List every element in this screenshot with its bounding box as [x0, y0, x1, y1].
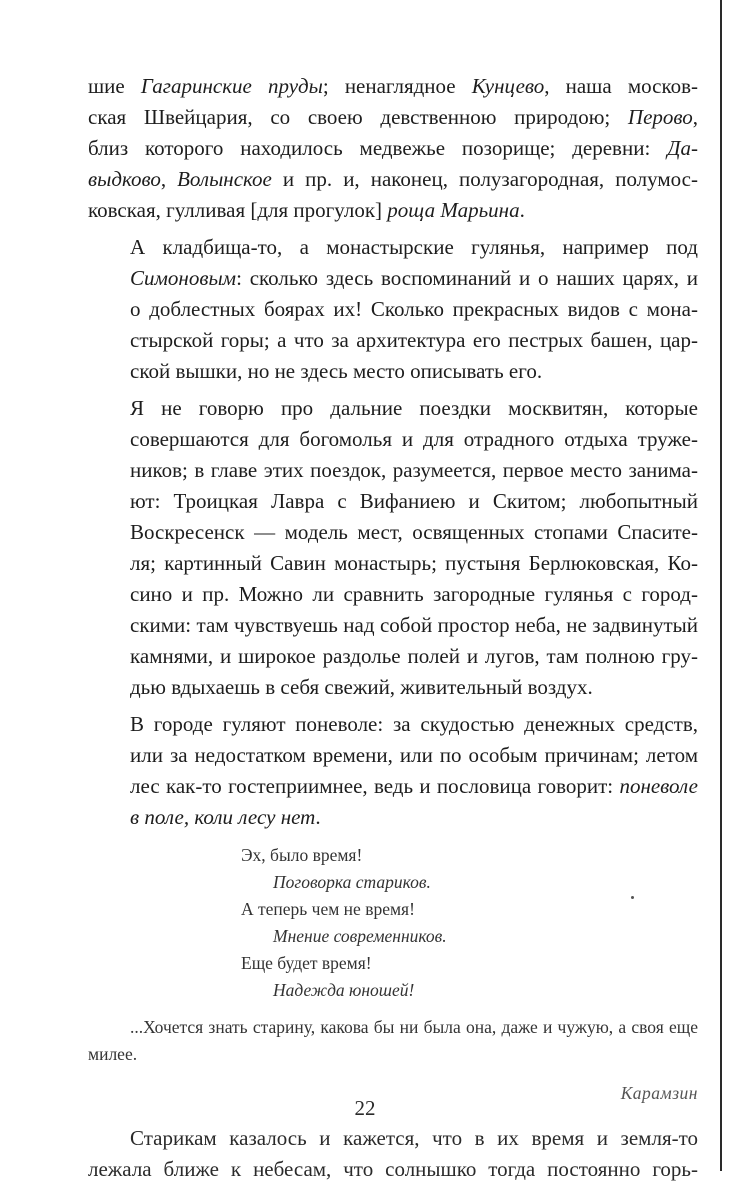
text-line — [88, 455, 698, 486]
verse-gloss-line: Поговорка стариков. — [273, 872, 431, 892]
text-line — [88, 393, 698, 424]
text-segment: , наша москов- — [544, 74, 698, 98]
page-text — [88, 71, 698, 1185]
text-segment: совершаются для богомолья и для отрадного отдыха труже- — [130, 427, 698, 451]
text-segment: , — [692, 105, 698, 129]
text-segment: стырской горы; а что за архитектура его пестрых башен, цар- — [130, 328, 698, 352]
text-line — [88, 424, 698, 455]
text-segment: . — [315, 805, 321, 829]
text-line — [88, 356, 698, 387]
text-segment: ля; картинный Савин монастырь; пустыня Берлюковская, Ко- — [130, 551, 698, 575]
text-segment: : сколько здесь воспоминаний и о наших царях, и — [236, 266, 698, 290]
prose-paragraphs — [88, 71, 698, 833]
text-segment: или за недостатком времени, или по особым причинам; летом — [130, 743, 698, 767]
page-number: 22 — [354, 1096, 376, 1120]
text-segment: лес как-то гостеприимнее, ведь и пословица говорит: — [130, 774, 620, 798]
text-segment: камнями, и широкое раздолье полей и лугов, там полною гру- — [130, 644, 698, 668]
text-segment: шие — [88, 74, 141, 98]
italic-text: роща Марьина — [387, 198, 520, 222]
text-segment: сино и пр. Можно ли сравнить загородные гулянья с город- — [130, 582, 698, 606]
text-line — [88, 232, 698, 263]
text-segment: ской вышки, но не здесь место описывать его. — [130, 359, 543, 383]
text-segment: близ которого находилось медвежье позорище; деревни: — [88, 136, 668, 160]
text-segment: ников; в главе этих поездок, разумеется, первое место занима- — [130, 458, 698, 482]
italic-text: выдково — [88, 167, 161, 191]
verse-line: А теперь чем не время! — [241, 899, 415, 919]
text-line — [88, 610, 698, 641]
text-segment: , — [160, 167, 178, 191]
text-line — [88, 579, 698, 610]
final-paragraph: Старикам казалось и кажется, что в их время и земля-то лежала ближе к небесам, что солнышко тогда постоянно горь- — [88, 1126, 698, 1181]
verse-line: Эх, было время! — [241, 845, 363, 865]
text-line — [88, 709, 698, 740]
text-line — [88, 71, 698, 102]
text-segment: Воскресенск — модель мест, освященных стопами Спасите- — [130, 520, 698, 544]
paragraph — [88, 709, 698, 833]
italic-text: в поле, коли лесу нет — [130, 805, 316, 829]
italic-text: Перово — [627, 105, 693, 129]
text-segment: скими: там чувствуешь над собой простор неба, не задвинутый — [130, 613, 698, 637]
text-line — [88, 517, 698, 548]
text-line — [88, 195, 698, 226]
paragraph — [88, 393, 698, 703]
text-line — [88, 672, 698, 703]
verse-gloss-line: Мнение современников. — [273, 926, 447, 946]
text-line — [88, 771, 698, 802]
text-line — [88, 325, 698, 356]
paragraph — [88, 232, 698, 387]
text-line — [88, 486, 698, 517]
text-line — [88, 102, 698, 133]
epigraph-attribution: Карамзин — [620, 1083, 698, 1103]
italic-text: Волынское — [177, 167, 272, 191]
italic-text: Да- — [667, 136, 698, 160]
text-segment: ют: Троицкая Лавра с Вифаниею и Скитом; любопытный — [130, 489, 698, 513]
text-segment: ская Швейцария, со своею девственною природою; — [88, 105, 628, 129]
italic-text: Симоновым — [130, 266, 237, 290]
text-segment: Я не говорю про дальние поездки москвитян, которые — [130, 396, 698, 420]
text-line — [88, 294, 698, 325]
text-line — [88, 133, 698, 164]
text-segment: А кладбища-то, а монастырские гулянья, например под — [130, 235, 698, 259]
epigraph-quote: ...Хочется знать старину, какова бы ни была она, даже и чужую, а своя еще милее. — [88, 1017, 698, 1064]
verse-gloss-line: Надежда юношей! — [273, 980, 415, 1000]
text-line — [88, 263, 698, 294]
page-edge-line — [720, 0, 722, 1171]
text-line — [88, 164, 698, 195]
text-segment: ковская, гулливая [для прогулок] — [88, 198, 388, 222]
text-segment: ; ненаглядное — [322, 74, 472, 98]
text-line — [88, 548, 698, 579]
text-segment: и пр. и, наконец, полузагородная, полумос- — [271, 167, 698, 191]
text-segment: . — [519, 198, 525, 222]
text-line — [88, 802, 698, 833]
text-segment: о доблестных боярах их! Сколько прекрасных видов с мона- — [130, 297, 698, 321]
text-line — [88, 740, 698, 771]
verse-block — [88, 842, 698, 1004]
text-segment: дью вдыхаешь в себя свежий, живительный воздух. — [130, 675, 593, 699]
paragraph — [88, 71, 698, 226]
italic-text: поневоле — [619, 774, 698, 798]
text-segment: В городе гуляют поневоле: за скудостью денежных средств, — [130, 712, 698, 736]
text-line — [88, 641, 698, 672]
verse-line: Еще будет время! — [241, 953, 372, 973]
italic-text: Гагаринские пруды — [140, 74, 323, 98]
italic-text: Кунцево — [471, 74, 545, 98]
